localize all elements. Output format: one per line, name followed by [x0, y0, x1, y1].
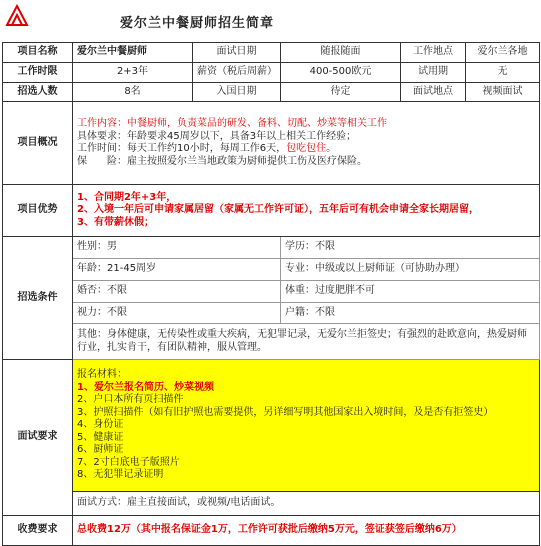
overview-line [77, 143, 535, 156]
label-work-term: 工作时限 [3, 63, 73, 83]
materials-box [73, 360, 540, 492]
req-other: 其他：身体健康，无传染性或重大疾病，无犯罪记录，无爱尔兰拒签史；有强烈的赴欧意向，热爱厨师行业，扎实肯干，有团队精神，服从管理。 [73, 324, 540, 360]
overview-text: 。 [326, 143, 337, 154]
label-salary: 薪资（税后周薪） [193, 63, 281, 83]
req-age: 年龄：21-45周岁 [73, 259, 281, 281]
label-advantages: 项目优势 [3, 185, 73, 237]
label-project-name: 项目名称 [3, 43, 73, 63]
value-interview-date: 随报随面 [281, 43, 401, 63]
list-item: 3、有带薪休假； [77, 216, 154, 228]
label-entry-date: 入国日期 [193, 83, 281, 102]
value-project-name: 爱尔兰中餐厨师 [73, 43, 193, 63]
list-item: 8、无犯罪记录证明 [77, 469, 164, 481]
list-item: 6、厨师证 [77, 444, 124, 456]
title-bar [0, 0, 541, 42]
overview-line: 工作内容：中餐厨师，负责菜品的研发、备料、切配、炒菜等相关工作 [77, 118, 387, 129]
list-item: 1、合同期2年+3年， [77, 191, 177, 203]
label-interview: 面试要求 [3, 360, 73, 516]
req-major: 专业：中级或以上厨师证（可协助办理） [281, 259, 540, 281]
req-hukou: 户籍：不限 [281, 303, 540, 324]
table-row [3, 185, 540, 237]
value-entry-date: 待定 [281, 83, 401, 102]
overview-line: 具体要求：年龄要求45周岁以下，具备3年以上相关工作经验； [77, 130, 357, 142]
advantages-content [73, 185, 540, 237]
materials-title: 报名材料： [77, 369, 127, 381]
label-probation: 试用期 [401, 63, 466, 83]
table-row [3, 281, 540, 303]
table-row [3, 83, 540, 102]
list-item: 2、入境一年后可申请家属居留（家属无工作许可证），五年后可有机会申请全家长期居留， [77, 204, 479, 216]
label-overview: 项目概况 [3, 102, 73, 185]
overview-highlight: 包吃包住 [286, 143, 327, 154]
list-item: 2、户口本所有页扫描件 [77, 394, 184, 406]
list-item: 5、健康证 [77, 431, 124, 443]
label-interview-date: 面试日期 [193, 43, 281, 63]
label-work-location: 工作地点 [401, 43, 466, 63]
value-salary: 400-500欧元 [281, 63, 401, 83]
label-headcount: 招选人数 [3, 83, 73, 102]
table-row [3, 324, 540, 360]
fees-content: 总收费12万（其中报名保证金1万，工作许可获批后缴纳5万元，签证获签后缴纳6万） [73, 516, 540, 546]
value-work-location: 爱尔兰各地 [466, 43, 540, 63]
table-row [3, 492, 540, 516]
list-item: 7、2寸白底电子版照片 [77, 456, 180, 468]
value-headcount: 8名 [73, 83, 193, 102]
table-row [3, 259, 540, 281]
table-row [3, 303, 540, 324]
list-item: 4、身份证 [77, 419, 124, 431]
page-title: 爱尔兰中餐厨师招生简章 [120, 16, 275, 31]
label-requirements: 招选条件 [3, 237, 73, 360]
table-row [3, 237, 540, 259]
table-row [3, 63, 540, 83]
value-interview-location: 视频面试 [466, 83, 540, 102]
label-interview-location: 面试地点 [401, 83, 466, 102]
table-row [3, 516, 540, 546]
overview-line: 保 险：雇主按照爱尔兰当地政策为厨师提供工伤及医疗保险。 [77, 155, 367, 167]
recruitment-table [2, 42, 540, 546]
label-fees: 收费要求 [3, 516, 73, 546]
value-work-term: 2+3年 [73, 63, 193, 83]
req-education: 学历：不限 [281, 237, 540, 259]
list-item: 3、护照扫描件（如有旧护照也需要提供，另详细写明其他国家出入境时间，及是否有拒签史） [77, 406, 494, 418]
company-logo-icon [4, 3, 30, 29]
req-marital: 婚否：不限 [73, 281, 281, 303]
req-gender: 性别：男 [73, 237, 281, 259]
table-row [3, 360, 540, 492]
req-weight: 体重：过度肥胖不可 [281, 281, 540, 303]
list-item: 1、爱尔兰报名简历、炒菜视频 [77, 381, 214, 393]
table-row [3, 102, 540, 185]
req-vision: 视力：不限 [73, 303, 281, 324]
overview-text: 工作时间：每天工作约10小时，每周工作6天， [77, 143, 287, 154]
interview-method: 面试方式：雇主直接面试，或视频/电话面试。 [73, 492, 540, 516]
overview-content [73, 102, 540, 185]
table-row [3, 43, 540, 63]
value-probation: 无 [466, 63, 540, 83]
